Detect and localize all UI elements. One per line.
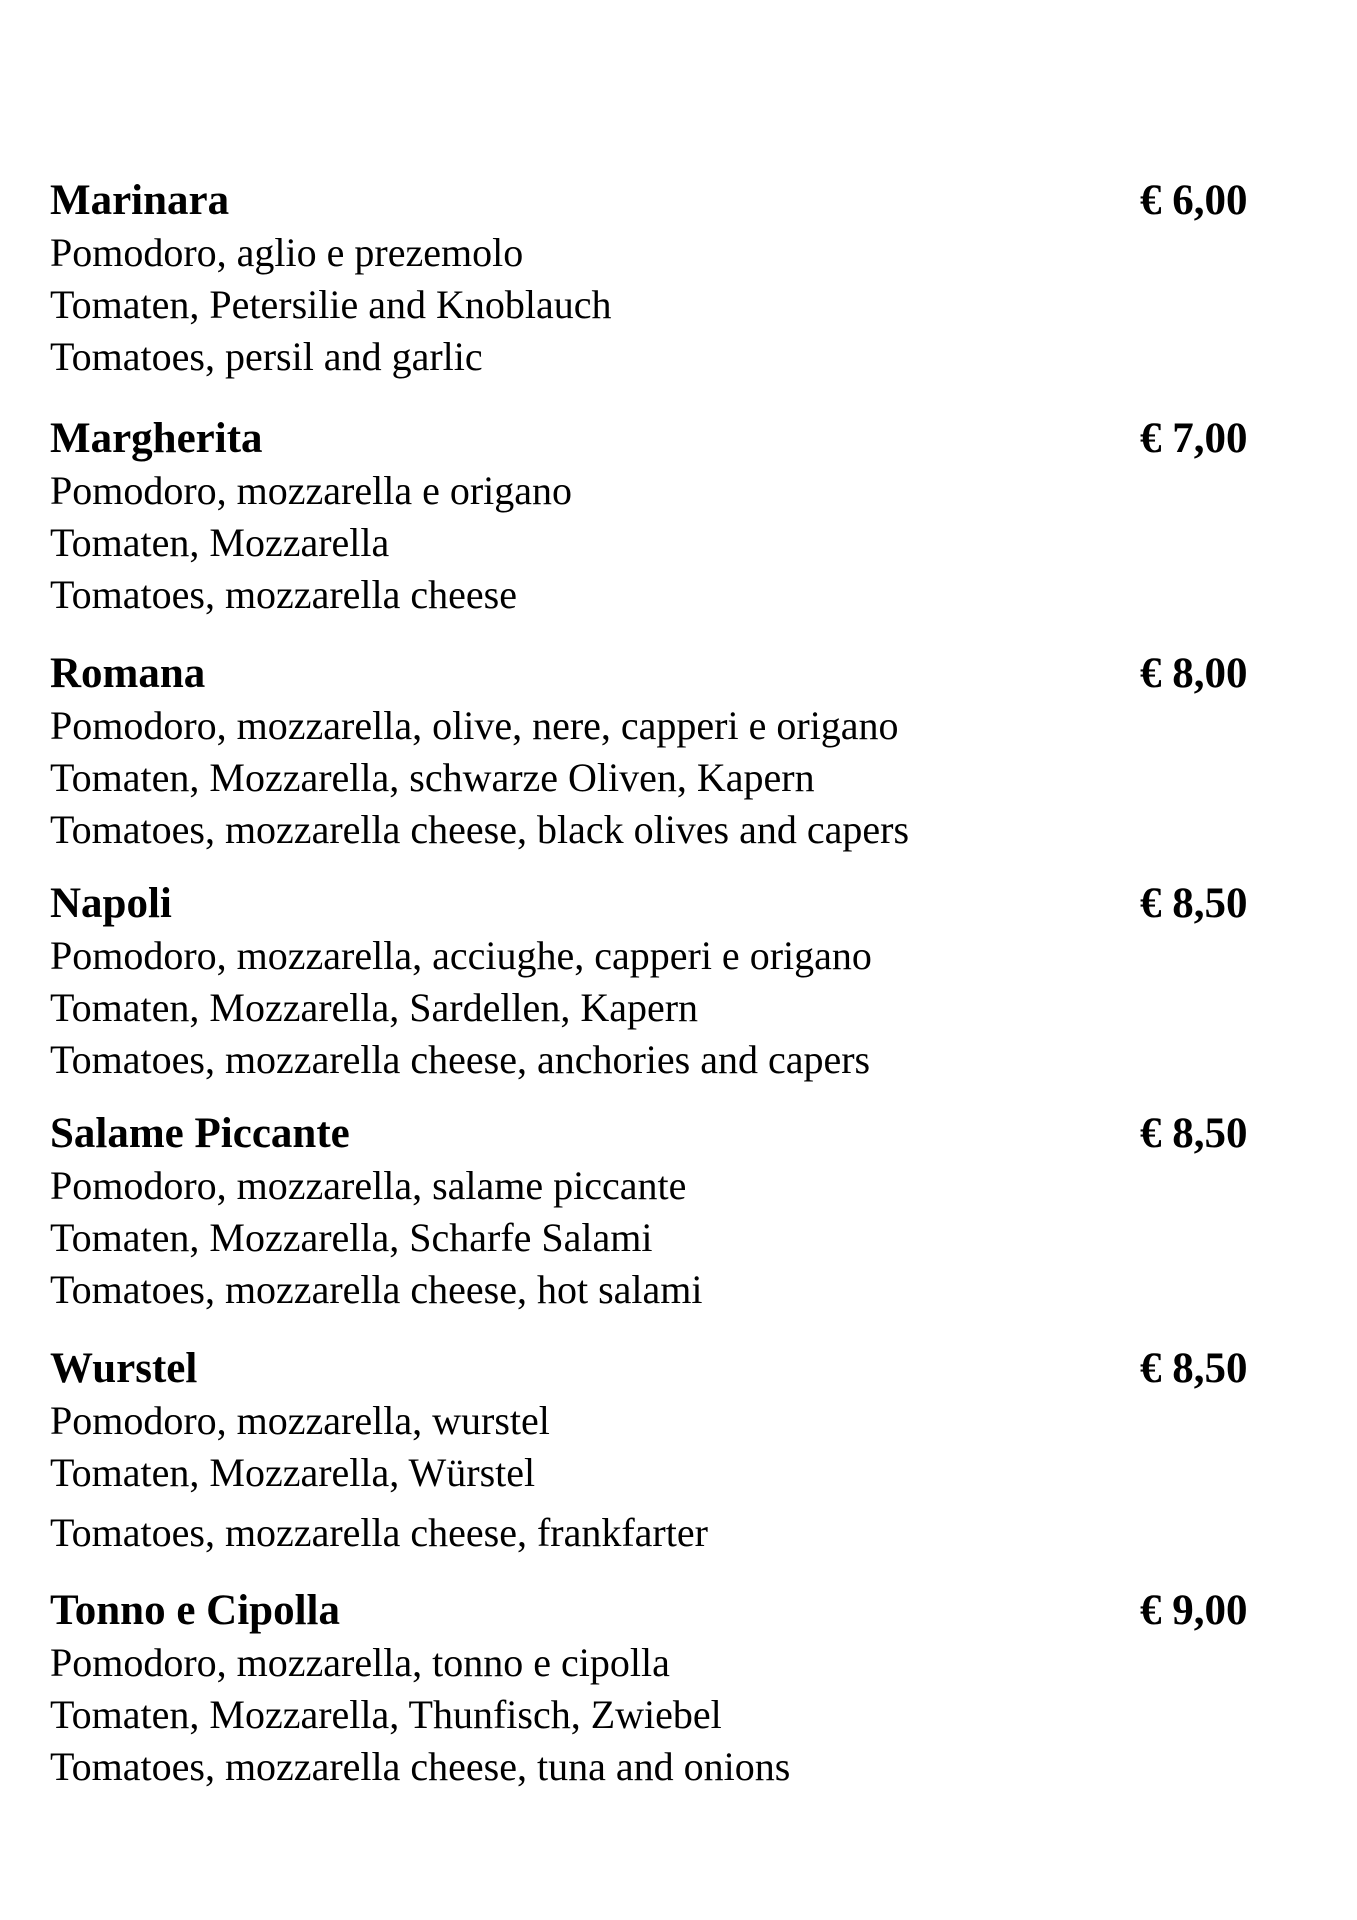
menu-item-name: Salame Piccante	[50, 1110, 350, 1157]
description-german: Tomaten, Mozzarella, Thunfisch, Zwiebel	[50, 1692, 722, 1737]
menu-item-price: € 6,00	[1140, 177, 1248, 224]
menu-item-header	[50, 648, 1270, 700]
menu-item-name: Wurstel	[50, 1345, 198, 1392]
description-german: Tomaten, Mozzarella, schwarze Oliven, Kapern	[50, 755, 815, 800]
menu-item-name: Margherita	[50, 415, 263, 462]
menu-item-price: € 7,00	[1140, 415, 1248, 462]
description-english: Tomatoes, mozzarella cheese	[50, 572, 517, 617]
menu-item-name: Romana	[50, 650, 206, 697]
description-english: Tomatoes, mozzarella cheese, anchories and capers	[50, 1037, 871, 1082]
description-english: Tomatoes, mozzarella cheese, frankfarter	[50, 1510, 708, 1555]
menu-item-name: Napoli	[50, 880, 172, 927]
description-italian: Pomodoro, mozzarella e origano	[50, 468, 573, 513]
description-english: Tomatoes, mozzarella cheese, hot salami	[50, 1267, 703, 1312]
menu-item-price: € 8,50	[1140, 1110, 1248, 1157]
description-italian: Pomodoro, mozzarella, wurstel	[50, 1398, 550, 1443]
description-german: Tomaten, Mozzarella, Sardellen, Kapern	[50, 985, 699, 1030]
menu-item-marinara	[50, 175, 1270, 383]
menu-item-romana	[50, 648, 1270, 856]
description-english: Tomatoes, mozzarella cheese, black olives and capers	[50, 807, 910, 852]
description-italian: Pomodoro, mozzarella, salame piccante	[50, 1163, 687, 1208]
menu-item-napoli	[50, 878, 1270, 1086]
description-italian: Pomodoro, aglio e prezemolo	[50, 230, 524, 275]
menu-item-header	[50, 878, 1270, 930]
menu-item-header	[50, 1343, 1270, 1395]
menu-item-header	[50, 175, 1270, 227]
menu-item-wurstel	[50, 1343, 1270, 1559]
menu-item-header	[50, 413, 1270, 465]
description-german: Tomaten, Mozzarella	[50, 520, 390, 565]
menu-item-price: € 8,00	[1140, 650, 1248, 697]
description-english: Tomatoes, mozzarella cheese, tuna and onions	[50, 1744, 791, 1789]
menu-item-price: € 8,50	[1140, 880, 1248, 927]
description-german: Tomaten, Mozzarella, Würstel	[50, 1450, 536, 1495]
description-italian: Pomodoro, mozzarella, acciughe, capperi e origano	[50, 933, 872, 978]
menu-item-price: € 9,00	[1140, 1587, 1248, 1634]
menu-item-salame-piccante	[50, 1108, 1270, 1316]
description-italian: Pomodoro, mozzarella, tonno e cipolla	[50, 1640, 670, 1685]
description-english: Tomatoes, persil and garlic	[50, 334, 483, 379]
menu-item-name: Marinara	[50, 177, 230, 224]
menu-item-header	[50, 1108, 1270, 1160]
menu-item-tonno-e-cipolla	[50, 1585, 1270, 1793]
description-german: Tomaten, Mozzarella, Scharfe Salami	[50, 1215, 653, 1260]
menu-item-header	[50, 1585, 1270, 1637]
menu-item-margherita	[50, 413, 1270, 621]
description-italian: Pomodoro, mozzarella, olive, nere, capperi e origano	[50, 703, 899, 748]
menu-item-name: Tonno e Cipolla	[50, 1587, 340, 1634]
menu-item-price: € 8,50	[1140, 1345, 1248, 1392]
description-german: Tomaten, Petersilie and Knoblauch	[50, 282, 612, 327]
